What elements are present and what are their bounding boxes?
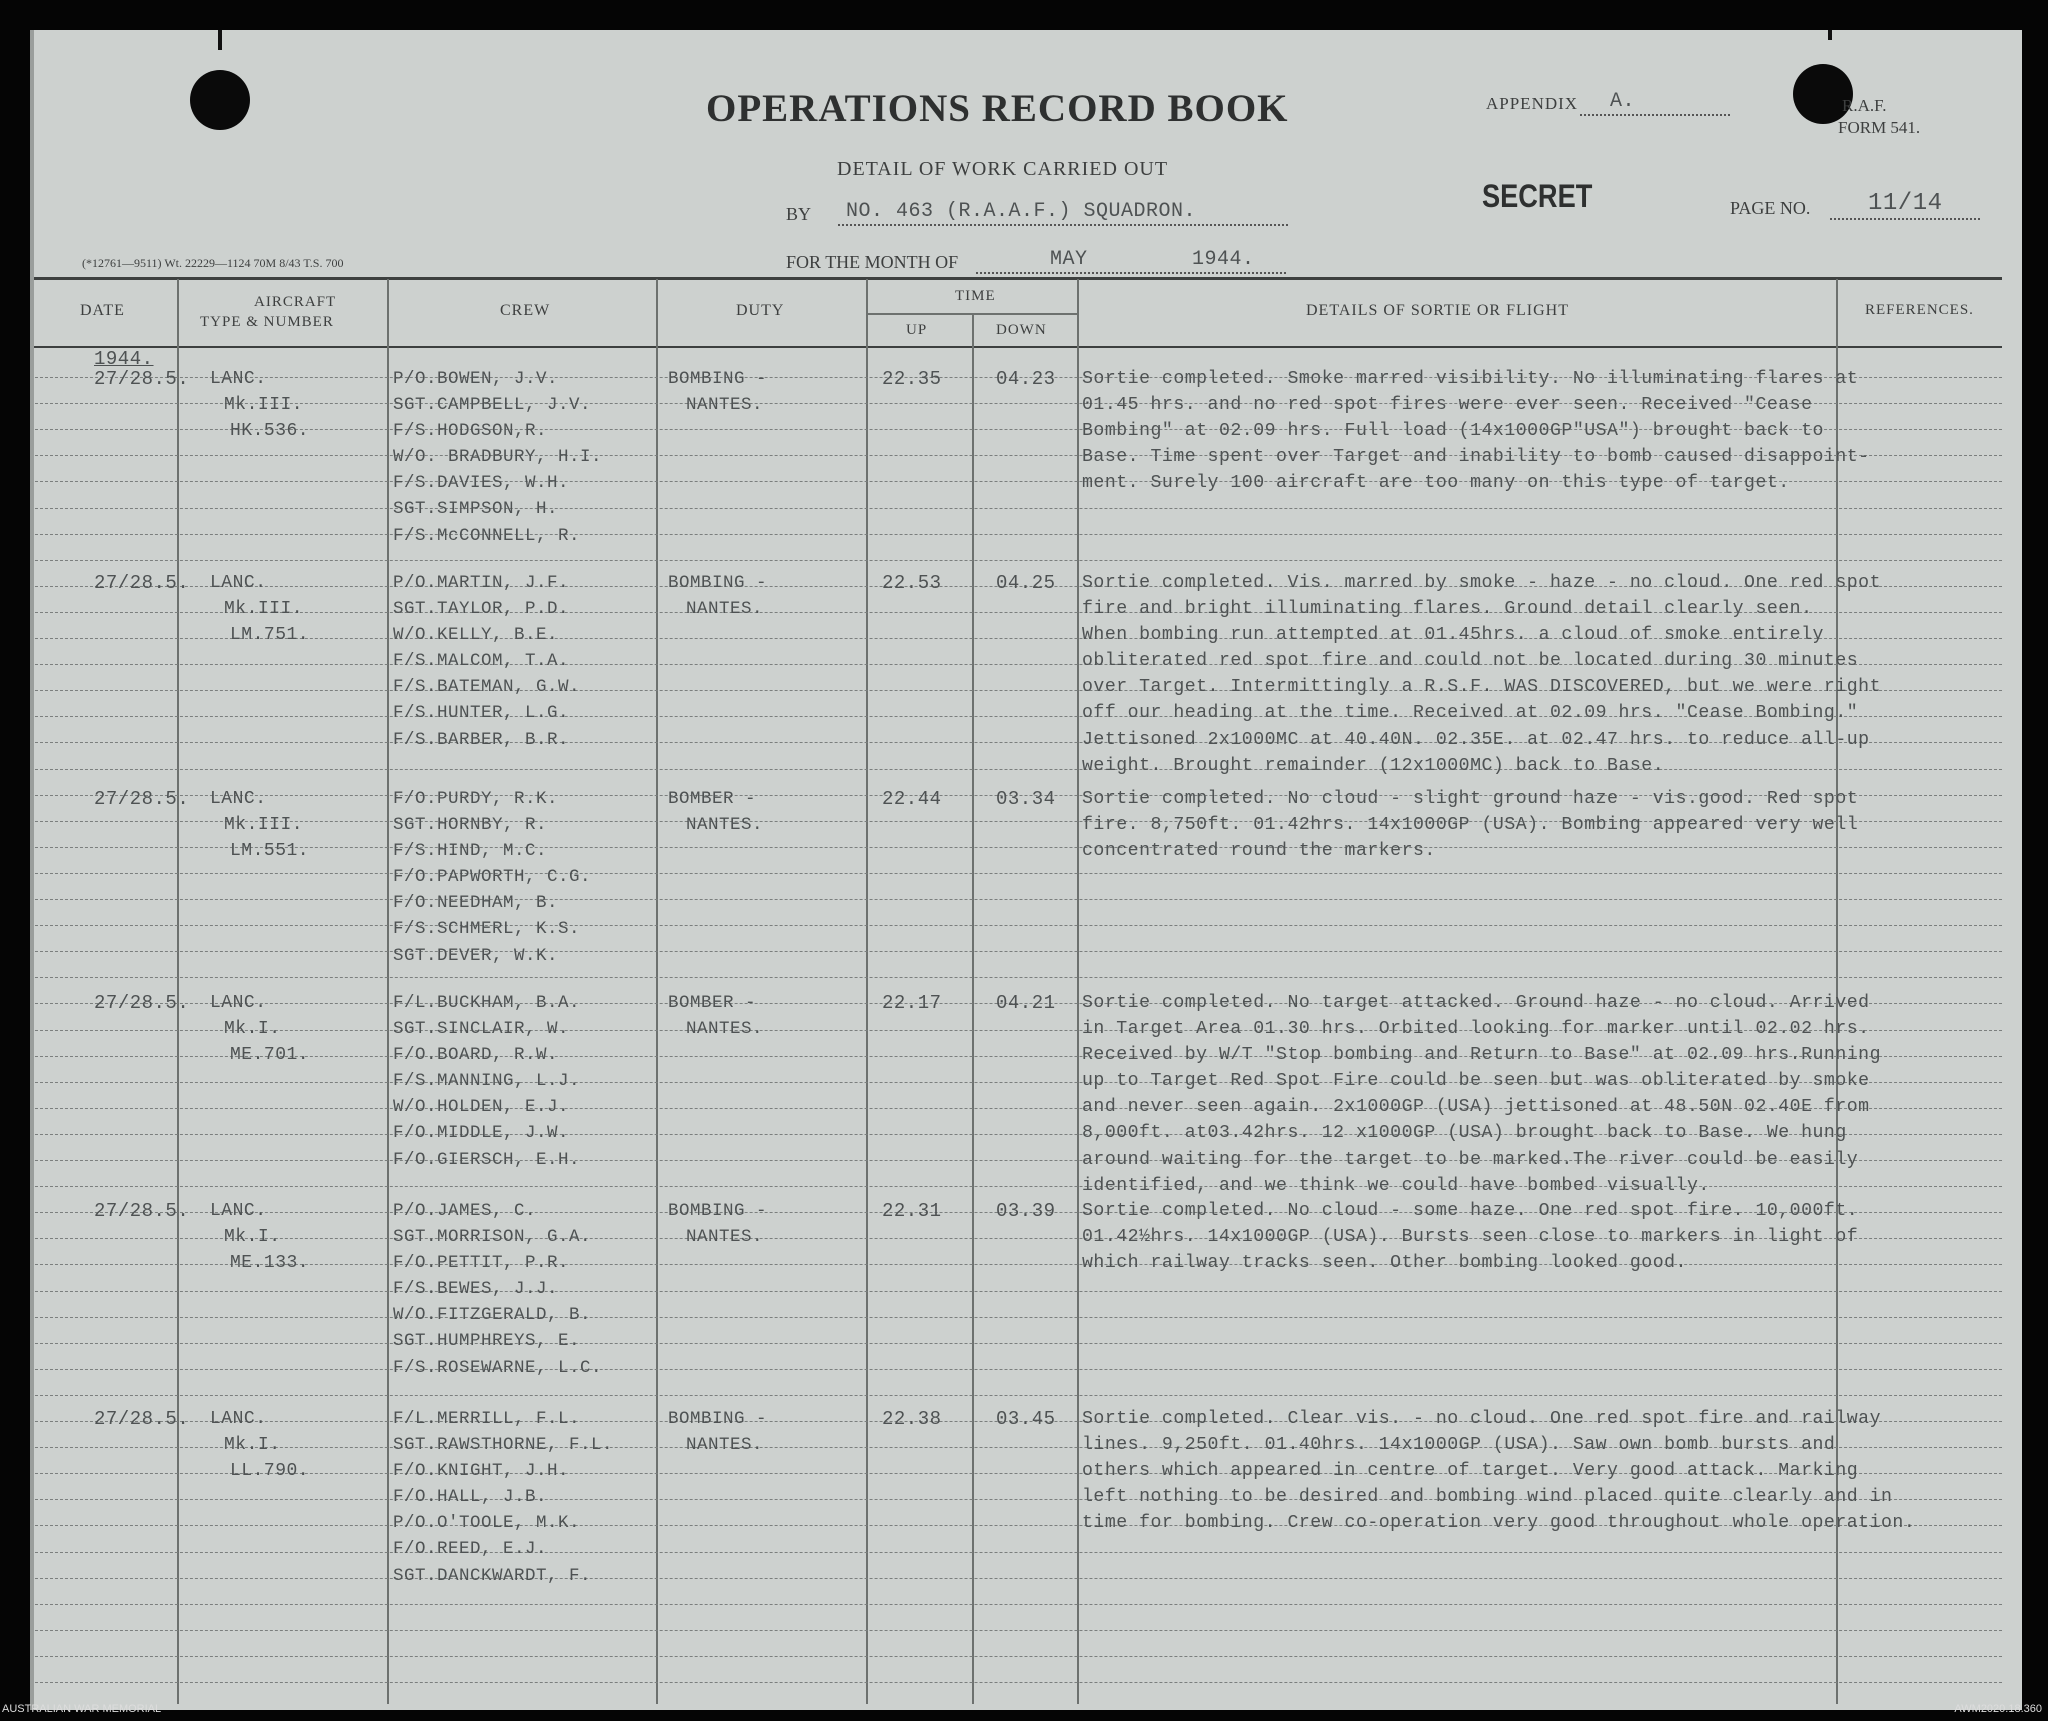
record-details: [1082, 990, 2022, 1199]
record-date: [94, 786, 190, 812]
details-line: weight. Brought remainder (12x1000MC) back to Base.: [1082, 755, 1665, 776]
aircraft-line: LANC.: [210, 789, 267, 809]
month-label: FOR THE MONTH OF: [786, 252, 959, 272]
time-down-text: 04.21: [996, 992, 1056, 1014]
duty-line: NANTES.: [686, 599, 764, 620]
ruled-line: [30, 560, 2002, 561]
ruled-line: [30, 1604, 2002, 1605]
aircraft-line: Mk.III.: [224, 815, 304, 836]
crew-member: F/O.MIDDLE, J.W.: [393, 1123, 570, 1144]
aircraft-line: Mk.III.: [224, 395, 304, 416]
crew-member: F/S.MANNING, L.J.: [393, 1071, 581, 1092]
duty-line: BOMBER -: [668, 789, 757, 809]
record-aircraft: [210, 786, 380, 864]
ruled-line: [30, 951, 2002, 952]
details-line: around waiting for the target to be marked.The river could be easily: [1082, 1149, 1859, 1170]
record-time-up: [882, 1406, 970, 1432]
record-time-down: [996, 570, 1076, 596]
col-crew: CREW: [500, 302, 551, 319]
aircraft-line: LM.551.: [230, 841, 310, 862]
time-up-text: 22.53: [882, 572, 942, 594]
record-time-up: [882, 1198, 970, 1224]
crew-member: F/S.HUNTER, L.G.: [393, 703, 570, 724]
record-aircraft: [210, 1198, 380, 1276]
appendix-label: APPENDIX: [1486, 94, 1579, 113]
time-down-text: 04.25: [996, 572, 1056, 594]
crew-member: F/O.BOARD, R.W.: [393, 1045, 559, 1066]
crew-member: SGT.SIMPSON, H.: [393, 499, 559, 520]
record-aircraft: [210, 570, 380, 648]
time-up-text: 22.38: [882, 1408, 942, 1430]
appendix-line: [1580, 114, 1730, 116]
footer-accession: AWM2020.18.360: [1954, 1703, 2042, 1715]
duty-line: BOMBING -: [668, 1409, 768, 1429]
record-crew: [393, 1198, 655, 1381]
details-line: lines. 9,250ft. 01.40hrs. 14x1000GP (USA). Saw own bomb bursts and: [1082, 1435, 1836, 1456]
ruled-line: [30, 1552, 2002, 1553]
ruled-line: [30, 925, 2002, 926]
ruled-line: [30, 873, 2002, 874]
column-divider: [866, 279, 868, 1704]
aircraft-line: Mk.I.: [224, 1435, 281, 1456]
col-duty: DUTY: [736, 302, 785, 319]
record-details: [1082, 366, 2022, 496]
details-line: Bombing" at 02.09 hrs. Full load (14x1000GP"USA") brought back to: [1082, 421, 1824, 442]
record-details: [1082, 786, 2022, 864]
record-duty: [668, 990, 858, 1042]
aircraft-line: HK.536.: [230, 421, 310, 442]
details-line: Base. Time spent over Target and inability to bomb caused disappoint-: [1082, 447, 1870, 468]
crew-member: SGT.CAMPBELL, J.V.: [393, 395, 592, 416]
aircraft-line: ME.701.: [230, 1045, 310, 1066]
details-line: Sortie completed. No target attacked. Ground haze - no cloud. Arrived: [1082, 993, 1870, 1013]
record-duty: [668, 1406, 858, 1458]
form-line-2: FORM 541.: [1838, 118, 1921, 137]
crew-member: F/S.DAVIES, W.H.: [393, 473, 570, 494]
aircraft-line: Mk.I.: [224, 1019, 281, 1040]
ruled-line: [30, 1369, 2002, 1370]
column-divider: [656, 279, 658, 1704]
details-line: Jettisoned 2x1000MC at 40.40N. 02.35E. at 02.47 hrs. to reduce all-up: [1082, 729, 1870, 750]
details-line: identified, and we think we could have bombed visually.: [1082, 1175, 1710, 1196]
record-date-text: 27/28.5.: [94, 788, 190, 810]
record-time-up: [882, 366, 970, 392]
squadron-name: NO. 463 (R.A.A.F.) SQUADRON.: [846, 200, 1197, 223]
aircraft-line: ME.133.: [230, 1253, 310, 1274]
crew-member: F/O.PAPWORTH, C.G.: [393, 867, 592, 888]
crew-member: F/O.KNIGHT, J.H.: [393, 1461, 570, 1482]
details-line: When bombing run attempted at 01.45hrs. a cloud of smoke entirely: [1082, 625, 1824, 646]
footer-credit: AUSTRALIAN WAR MEMORIAL: [2, 1703, 162, 1715]
col-details: DETAILS OF SORTIE OR FLIGHT: [1306, 302, 1569, 319]
ruled-line: [30, 1656, 2002, 1657]
crew-member: W/O.FITZGERALD, B.: [393, 1305, 592, 1326]
crew-member: SGT.DANCKWARDT, F.: [393, 1565, 592, 1586]
details-line: concentrated round the markers.: [1082, 841, 1436, 862]
time-up-text: 22.35: [882, 368, 942, 390]
crew-member: F/O.PETTIT, P.R.: [393, 1253, 570, 1274]
record-aircraft: [210, 366, 380, 444]
ruled-line: [30, 899, 2002, 900]
column-divider: [1077, 279, 1079, 1704]
record-crew: [393, 1406, 655, 1589]
aircraft-line: LANC.: [210, 1201, 267, 1221]
details-line: off our heading at the time. Received at 02.09 hrs. "Cease Bombing.": [1082, 703, 1859, 724]
col-aircraft-type: TYPE & NUMBER: [200, 314, 334, 330]
record-aircraft: [210, 990, 380, 1068]
time-up-text: 22.17: [882, 992, 942, 1014]
crew-member: F/S.ROSEWARNE, L.C.: [393, 1357, 603, 1378]
crew-member: SGT.RAWSTHORNE, F.L.: [393, 1435, 614, 1456]
col-references: REFERENCES.: [1865, 302, 1974, 318]
table-header-rule: [30, 346, 2002, 348]
record-time-down: [996, 1406, 1076, 1432]
crew-member: P/O.BOWEN, J.V.: [393, 369, 559, 389]
record-date-text: 27/28.5.: [94, 1408, 190, 1430]
details-line: ment. Surely 100 aircraft are too many on this type of target.: [1082, 473, 1790, 494]
ruled-line: [30, 1395, 2002, 1396]
time-up-text: 22.44: [882, 788, 942, 810]
details-line: and never seen again. 2x1000GP (USA) jettisoned at 48.50N 02.40E from: [1082, 1097, 1870, 1118]
details-line: in Target Area 01.30 hrs. Orbited looking for marker until 02.02 hrs.: [1082, 1019, 1870, 1040]
time-up-text: 22.31: [882, 1200, 942, 1222]
binder-cord: [1828, 30, 1832, 40]
details-line: over Target. Intermittingly a R.S.F. WAS DISCOVERED, but we were right: [1082, 677, 1881, 698]
crew-member: SGT.HORNBY, R.: [393, 815, 548, 836]
year-marker: 1944.: [94, 348, 154, 370]
ruled-line: [30, 534, 2002, 535]
time-down-text: 03.34: [996, 788, 1056, 810]
secret-stamp: SECRET: [1482, 178, 1593, 214]
crew-member: F/S.HODGSON,R.: [393, 421, 548, 442]
record-time-down: [996, 366, 1076, 392]
record-details: [1082, 570, 2022, 779]
crew-member: SGT.DEVER, W.K.: [393, 945, 559, 966]
crew-member: W/O.HOLDEN, E.J.: [393, 1097, 570, 1118]
crew-member: F/O.REED, E.J.: [393, 1539, 548, 1560]
duty-line: NANTES.: [686, 1227, 764, 1248]
record-date: [94, 990, 190, 1016]
duty-line: NANTES.: [686, 815, 764, 836]
page-number-line: [1830, 218, 1980, 220]
crew-member: P/O.O'TOOLE, M.K.: [393, 1513, 581, 1534]
record-crew: [393, 786, 655, 969]
crew-member: SGT.HUMPHREYS, E.: [393, 1331, 581, 1352]
crew-member: F/S.BATEMAN, G.W.: [393, 677, 581, 698]
ruled-line: [30, 1682, 2002, 1683]
details-line: left nothing to be desired and bombing wind placed quite clearly and in: [1082, 1487, 1893, 1508]
crew-member: P/O.MARTIN, J.F.: [393, 573, 570, 593]
col-aircraft: AIRCRAFT: [254, 294, 337, 310]
ruled-line: [30, 977, 2002, 978]
crew-member: F/L.MERRILL, F.L.: [393, 1409, 581, 1429]
record-date-text: 27/28.5.: [94, 572, 190, 594]
aircraft-line: LM.751.: [230, 625, 310, 646]
record-date-text: 27/28.5.: [94, 1200, 190, 1222]
record-time-down: [996, 1198, 1076, 1224]
record-duty: [668, 570, 858, 622]
squadron-line: [838, 224, 1288, 226]
col-time-down: DOWN: [996, 322, 1047, 338]
duty-line: BOMBING -: [668, 369, 768, 389]
crew-member: F/O.NEEDHAM, B.: [393, 893, 559, 914]
record-date: [94, 366, 190, 392]
record-crew: [393, 570, 655, 753]
crew-member: SGT.MORRISON, G.A.: [393, 1227, 592, 1248]
record-details: [1082, 1406, 2022, 1536]
binder-hole-left: [190, 70, 250, 130]
details-line: 01.45 hrs. and no red spot fires were ever seen. Received "Cease: [1082, 395, 1813, 416]
aircraft-line: Mk.III.: [224, 599, 304, 620]
crew-member: F/L.BUCKHAM, B.A.: [393, 993, 581, 1013]
record-crew: [393, 366, 655, 549]
record-sheet: [30, 30, 2022, 1710]
record-time-up: [882, 570, 970, 596]
ruled-line: [30, 1630, 2002, 1631]
crew-member: F/O.PURDY, R.K.: [393, 789, 559, 809]
col-date: DATE: [80, 302, 125, 319]
record-duty: [668, 786, 858, 838]
col-time: TIME: [955, 288, 996, 304]
duty-line: BOMBER -: [668, 993, 757, 1013]
crew-member: F/O.HALL, J.B.: [393, 1487, 548, 1508]
details-line: Sortie completed. Clear vis. - no cloud. One red spot fire and railway: [1082, 1409, 1881, 1429]
duty-line: NANTES.: [686, 1019, 764, 1040]
column-divider: [387, 279, 389, 1704]
col-time-up: UP: [906, 322, 928, 338]
appendix-value: A.: [1610, 90, 1636, 113]
details-line: up to Target Red Spot Fire could be seen but was obliterated by smoke: [1082, 1071, 1870, 1092]
details-line: Sortie completed. Vis. marred by smoke - haze - no cloud. One red spot: [1082, 573, 1881, 593]
crew-member: F/S.SCHMERL, K.S.: [393, 919, 581, 940]
record-time-up: [882, 990, 970, 1016]
crew-member: F/S.McCONNELL, R.: [393, 525, 581, 546]
crew-member: SGT.TAYLOR, P.D.: [393, 599, 570, 620]
record-crew: [393, 990, 655, 1173]
time-down-text: 04.23: [996, 368, 1056, 390]
record-date: [94, 1198, 190, 1224]
details-line: Sortie completed. No cloud - some haze. One red spot fire. 10,000ft.: [1082, 1201, 1859, 1221]
aircraft-line: LL.790.: [230, 1461, 310, 1482]
details-line: obliterated red spot fire and could not be located during 30 minutes: [1082, 651, 1859, 672]
duty-line: NANTES.: [686, 395, 764, 416]
record-date-text: 27/28.5.: [94, 992, 190, 1014]
record-time-down: [996, 990, 1076, 1016]
record-time-up: [882, 786, 970, 812]
record-date-text: 27/28.5.: [94, 368, 190, 390]
record-time-down: [996, 786, 1076, 812]
record-details: [1082, 1198, 2022, 1276]
aircraft-line: LANC.: [210, 1409, 267, 1429]
page-subtitle: DETAIL OF WORK CARRIED OUT: [837, 158, 1169, 180]
aircraft-line: LANC.: [210, 573, 267, 593]
details-line: Sortie completed. Smoke marred visibility. No illuminating flares at: [1082, 369, 1859, 389]
record-date: [94, 570, 190, 596]
details-line: Sortie completed. No cloud - slight ground haze - vis.good. Red spot: [1082, 789, 1859, 809]
ruled-line: [30, 1343, 2002, 1344]
crew-member: P/O.JAMES, C.: [393, 1201, 537, 1221]
ruled-line: [30, 1578, 2002, 1579]
page-title: OPERATIONS RECORD BOOK: [706, 87, 1289, 130]
crew-member: F/S.BEWES, J.J.: [393, 1279, 559, 1300]
duty-line: BOMBING -: [668, 1201, 768, 1221]
crew-member: F/S.MALCOM, T.A.: [393, 651, 570, 672]
aircraft-line: LANC.: [210, 369, 267, 389]
month-line: [976, 272, 1286, 274]
duty-line: BOMBING -: [668, 573, 768, 593]
crew-member: SGT.SINCLAIR, W.: [393, 1019, 570, 1040]
details-line: 01.42½hrs. 14x1000GP (USA). Bursts seen close to markers in light of: [1082, 1227, 1859, 1248]
details-line: fire. 8,750ft. 01.42hrs. 14x1000GP (USA). Bombing appeared very well: [1082, 815, 1859, 836]
details-line: which railway tracks seen. Other bombing looked good.: [1082, 1253, 1687, 1274]
crew-member: F/S.HIND, M.C.: [393, 841, 548, 862]
time-down-text: 03.39: [996, 1200, 1056, 1222]
details-line: others which appeared in centre of target. Very good attack. Marking: [1082, 1461, 1859, 1482]
time-down-text: 03.45: [996, 1408, 1056, 1430]
crew-member: F/S.BARBER, B.R.: [393, 729, 570, 750]
crew-member: W/O.KELLY, B.E.: [393, 625, 559, 646]
crew-member: W/O. BRADBURY, H.I.: [393, 447, 603, 468]
aircraft-line: LANC.: [210, 993, 267, 1013]
duty-line: NANTES.: [686, 1435, 764, 1456]
details-line: 8,000ft. at03.42hrs. 12 x1000GP (USA) brought back to Base. We hung: [1082, 1123, 1847, 1144]
record-date: [94, 1406, 190, 1432]
record-duty: [668, 366, 858, 418]
ruled-line: [30, 1291, 2002, 1292]
record-aircraft: [210, 1406, 380, 1484]
column-divider: [972, 313, 974, 1704]
aircraft-line: Mk.I.: [224, 1227, 281, 1248]
ruled-line: [30, 1317, 2002, 1318]
month-value: MAY: [1050, 248, 1088, 271]
page-number-label: PAGE NO.: [1730, 198, 1811, 218]
form-line-1: R.A.F.: [1842, 96, 1887, 115]
paper-edge: [30, 30, 34, 1710]
by-label: BY: [786, 204, 812, 224]
binder-cord: [218, 30, 222, 50]
details-line: time for bombing. Crew co-operation very good throughout whole operation.: [1082, 1513, 1916, 1534]
table-top-rule: [30, 277, 2002, 280]
time-subheader-rule: [867, 313, 1077, 315]
details-line: Received by W/T "Stop bombing and Return to Base" at 02.09 hrs.Running: [1082, 1045, 1881, 1066]
ruled-line: [30, 508, 2002, 509]
record-duty: [668, 1198, 858, 1250]
page-number-value: 11/14: [1868, 190, 1943, 217]
print-code: (*12761—9511) Wt. 22229—1124 70M 8/43 T.S. 700: [82, 256, 344, 270]
crew-member: F/O.GIERSCH, E.H.: [393, 1149, 581, 1170]
details-line: fire and bright illuminating flares. Ground detail clearly seen.: [1082, 599, 1813, 620]
year-value: 1944.: [1192, 248, 1255, 271]
